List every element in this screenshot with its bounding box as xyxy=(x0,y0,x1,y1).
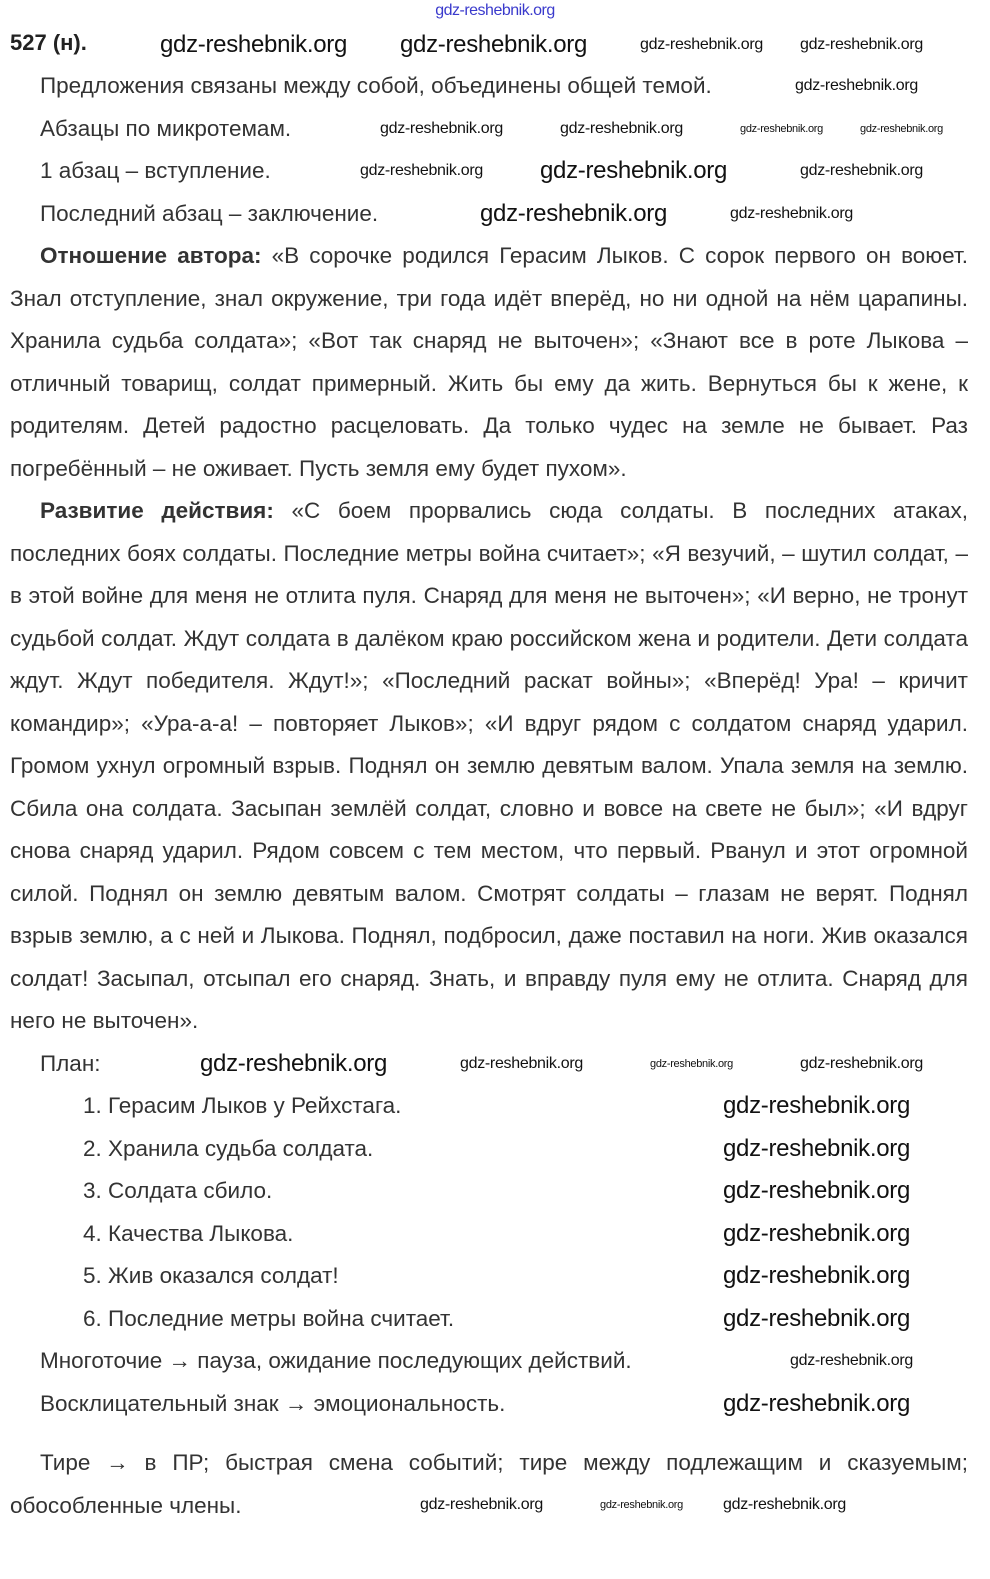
watermark: gdz-reshebnik.org xyxy=(800,1054,923,1072)
watermark: gdz-reshebnik.org xyxy=(800,36,923,53)
line-intro: 1 абзац – вступление. xyxy=(40,158,271,183)
note-exclamation: Восклицательный знак → эмоциональность. xyxy=(40,1390,506,1416)
plan-item-row xyxy=(10,1128,968,1171)
site-watermark-top[interactable]: gdz-reshebnik.org xyxy=(435,2,555,19)
author-attitude-paragraph xyxy=(10,235,968,490)
plan-item-row xyxy=(10,1255,968,1298)
watermark: gdz-reshebnik.org xyxy=(723,1304,911,1332)
plan-item: 5. Жив оказался солдат! xyxy=(83,1263,339,1288)
plan-item: 4. Качества Лыкова. xyxy=(83,1220,294,1246)
line-conclusion: Последний абзац – заключение. xyxy=(40,200,379,226)
watermark: gdz-reshebnik.org xyxy=(723,1092,911,1119)
line-conclusion-row xyxy=(10,193,968,236)
watermark: gdz-reshebnik.org xyxy=(360,162,483,179)
watermark: gdz-reshebnik.org xyxy=(723,1262,911,1289)
note-exclamation-row xyxy=(10,1383,968,1426)
watermark: gdz-reshebnik.org xyxy=(795,77,918,94)
watermark: gdz-reshebnik.org xyxy=(560,119,683,137)
watermark: gdz-reshebnik.org xyxy=(740,122,823,135)
answer-content xyxy=(10,65,968,1527)
watermark: gdz-reshebnik.org xyxy=(723,1496,846,1513)
line-paragraphs-row xyxy=(10,108,968,151)
note-dash-row xyxy=(10,1442,968,1527)
author-attitude-text: «В сорочке родился Герасим Лыков. С сорок первого он воюет. Знал отступление, знал окружение, три года идёт вперёд, но ни одной на нём царапины. Хранила судьба солдата»; «Вот так снаряд не выточен»; «Знают все в роте Лыкова – отличный товарищ, солдат примерный. Жить бы ему да жить. Вернуться бы к жене, к родителям. Детей радостно расцеловать. Да только чудес на земле не бывает. Раз погребённый – не оживает. Пусть земля ему будет пухом». xyxy=(10,243,968,481)
line-connection: Предложения связаны между собой, объединены общей темой. xyxy=(40,73,712,98)
watermark: gdz-reshebnik.org xyxy=(723,1134,911,1162)
watermark: gdz-reshebnik.org xyxy=(460,1054,583,1072)
watermark: gdz-reshebnik.org xyxy=(640,36,763,53)
watermark: gdz-reshebnik.org xyxy=(480,199,668,227)
line-intro-row xyxy=(10,150,968,193)
plan-label: План: xyxy=(40,1050,101,1076)
exercise-number: 527 (н). xyxy=(10,30,87,55)
watermark: gdz-reshebnik.org xyxy=(400,31,588,58)
plan-label-row xyxy=(10,1043,968,1086)
watermark: gdz-reshebnik.org xyxy=(420,1496,543,1513)
watermark: gdz-reshebnik.org xyxy=(723,1389,911,1417)
watermark: gdz-reshebnik.org xyxy=(600,1499,683,1511)
plan-item-row xyxy=(10,1085,968,1128)
plan-item: 6. Последние метры война считает. xyxy=(83,1305,455,1331)
watermark: gdz-reshebnik.org xyxy=(200,1049,388,1077)
plan-item-row xyxy=(10,1213,968,1256)
watermark: gdz-reshebnik.org xyxy=(723,1219,911,1247)
plan-item: 2. Хранила судьба солдата. xyxy=(83,1135,374,1161)
development-paragraph xyxy=(10,490,968,1043)
watermark: gdz-reshebnik.org xyxy=(790,1352,913,1369)
note-dash: Тире → в ПР; быстрая смена событий; тире между подлежащим и сказуемым; обособленные члены. xyxy=(10,1450,968,1518)
watermark: gdz-reshebnik.org xyxy=(730,204,853,222)
watermark: gdz-reshebnik.org xyxy=(380,119,503,137)
line-paragraphs: Абзацы по микротемам. xyxy=(40,115,292,141)
watermark: gdz-reshebnik.org xyxy=(160,31,348,58)
plan-item-row xyxy=(10,1170,968,1213)
watermark: gdz-reshebnik.org xyxy=(800,162,923,179)
development-label: Развитие действия: xyxy=(40,498,274,523)
line-connection-row xyxy=(10,65,968,108)
note-ellipsis: Многоточие → пауза, ожидание последующих действий. xyxy=(40,1348,632,1373)
author-attitude-label: Отношение автора: xyxy=(40,243,262,268)
development-text: «С боем прорвались сюда солдаты. В последних атаках, последних боях солдаты. Последние метры война считает»; «Я везучий, – шутил солдат, – в этой войне для меня не отлита пуля. Снаряд для меня не выточен»; «И верно, не тронут судьбой солдат. Ждут солдата в далёком краю российском жена и родители. Дети солдата ждут. Ждут победителя. Ждут!»; «Последний раскат войны»; «Вперёд! Ура! – кричит командир»; «Ура-а-а! – повторяет Лыков»; «И вдруг рядом с солдатом снаряд ударил. Громом ухнул огромный взрыв. Поднял он землю девятым валом. Упала земля на землю. Сбила она солдата. Засыпан землёй солдат, словно и вовсе на свете не был»; «И вдруг снова снаряд ударил. Рядом совсем с тем местом, что первый. Рванул и этот огромной силой. Поднял он землю девятым валом. Смотрят солдаты – глазам не верят. Поднял взрыв землю, а с ней и Лыкова. Поднял, подбросил, даже поставил на ноги. Жив оказался солдат! Засыпал, отсыпал его снаряд. Знать, и вправду пуля ему не отлита. Снаряд для него не выточен». xyxy=(10,498,968,1033)
note-ellipsis-row xyxy=(10,1340,968,1383)
watermark: gdz-reshebnik.org xyxy=(540,157,728,184)
watermark: gdz-reshebnik.org xyxy=(860,122,943,135)
plan-item-row xyxy=(10,1298,968,1341)
watermark: gdz-reshebnik.org xyxy=(650,1057,733,1070)
watermark: gdz-reshebnik.org xyxy=(723,1177,911,1204)
plan-item: 3. Солдата сбило. xyxy=(83,1178,273,1203)
plan-item: 1. Герасим Лыков у Рейхстага. xyxy=(83,1093,402,1118)
